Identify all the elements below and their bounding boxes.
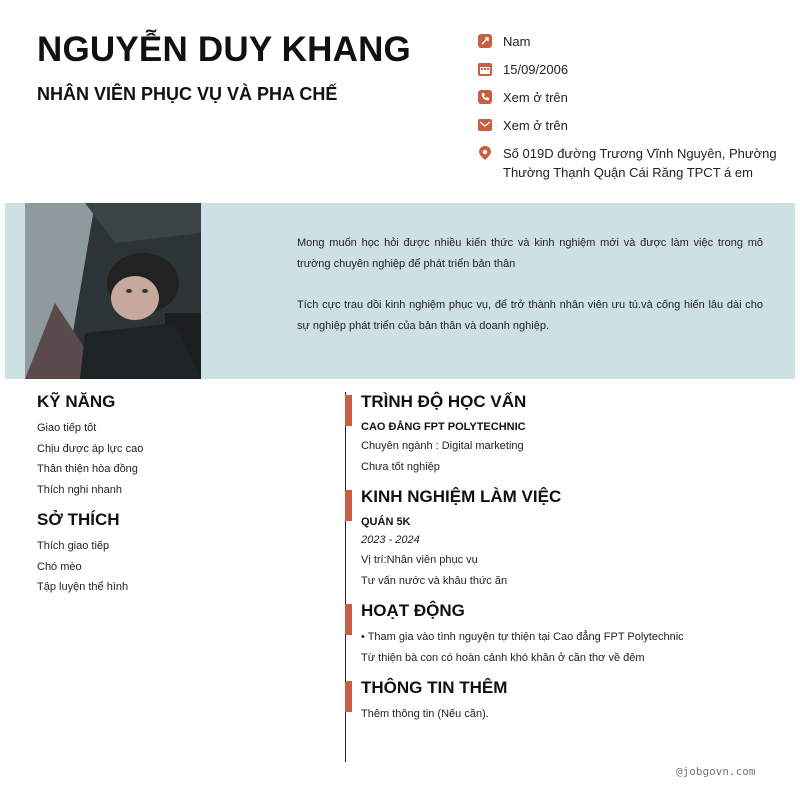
activity-line: Từ thiện bà con có hoàn cảnh khó khăn ở cần thơ về đêm [361,651,645,664]
hobbies-section [37,510,317,598]
experience-title: KINH NGHIỆM LÀM VIỆC [361,487,562,506]
contact-address [478,144,778,182]
company-name: QUÁN 5K [361,516,411,528]
education-section [361,392,781,477]
education-title: TRÌNH ĐỘ HỌC VẤN [361,392,527,411]
hobby-item: Chó mèo [37,560,82,573]
dob-text: 15/09/2006 [503,62,569,77]
section-accent-bar [345,395,352,426]
candidate-name: NGUYỄN DUY KHANG [37,30,411,69]
skill-item: Thân thiện hòa đồng [37,463,138,475]
skill-item: Chịu được áp lực cao [37,442,144,455]
more-info-title: THÔNG TIN THÊM [361,678,508,697]
location-pin-icon [478,146,492,160]
activities-section [361,601,781,668]
gender-text: Nam [503,34,531,49]
profile-photo [25,203,201,379]
more-info-line: Thêm thông tin (Nếu cần). [361,708,489,720]
experience-section [361,487,781,591]
experience-line: Vị trí:Nhân viên phục vụ [361,554,478,566]
objective-paragraph-2: Tích cực trau dồi kinh nghiệm phục vụ, để trở thành nhân viên ưu tú.và cống hiến lâu dài cho sự nghiệp phát triển của bản thân và doanh nghiệp. [297,299,763,332]
skill-item: Giao tiếp tốt [37,422,97,434]
activities-title: HOẠT ĐỘNG [361,601,465,620]
school-name: CAO ĐẲNG FPT POLYTECHNIC [361,421,526,433]
activity-line: • Tham gia vào tình nguyện tự thiện tại Cao đẳng FPT Polytechnic [361,631,684,643]
job-title: NHÂN VIÊN PHỤC VỤ VÀ PHA CHẾ [37,84,338,104]
calendar-icon [478,62,492,76]
hobby-item: Thích giao tiếp [37,540,110,552]
watermark: @jobgovn.com [676,765,756,778]
phone-text: Xem ở trên [503,90,568,105]
contact-dob [478,60,778,79]
more-info-section [361,678,781,725]
section-accent-bar [345,681,352,712]
address-text: Số 019D đường Trương Vĩnh Nguyên, Phường Thường Thạnh Quận Cái Răng TPCT á em [503,146,777,180]
skills-section [37,392,317,500]
education-line: Chưa tốt nghiệp [361,460,440,473]
section-accent-bar [345,490,352,521]
gender-icon [478,34,492,48]
contact-info [478,32,778,191]
email-text: Xem ở trên [503,118,568,133]
phone-icon [478,90,492,104]
contact-email [478,116,778,135]
contact-gender [478,32,778,51]
hobbies-title: SỞ THÍCH [37,510,120,529]
email-icon [478,118,492,132]
skills-title: KỸ NĂNG [37,392,116,411]
contact-phone [478,88,778,107]
right-column [361,392,781,735]
hobby-item: Tập luyện thể hình [37,581,129,593]
experience-period: 2023 - 2024 [361,534,420,546]
objective-paragraph-1: Mong muốn học hỏi được nhiều kiến thức và kinh nghiệm mới và được làm việc trong mô trường chuyên nghiệp để phát triển bản thân [297,237,763,270]
left-column [37,392,317,608]
experience-line: Tư vấn nước và khâu thức ăn [361,574,508,587]
career-objective [297,233,763,357]
section-accent-bar [345,604,352,635]
skill-item: Thích nghi nhanh [37,483,123,496]
education-line: Chuyên ngành : Digital marketing [361,440,524,452]
